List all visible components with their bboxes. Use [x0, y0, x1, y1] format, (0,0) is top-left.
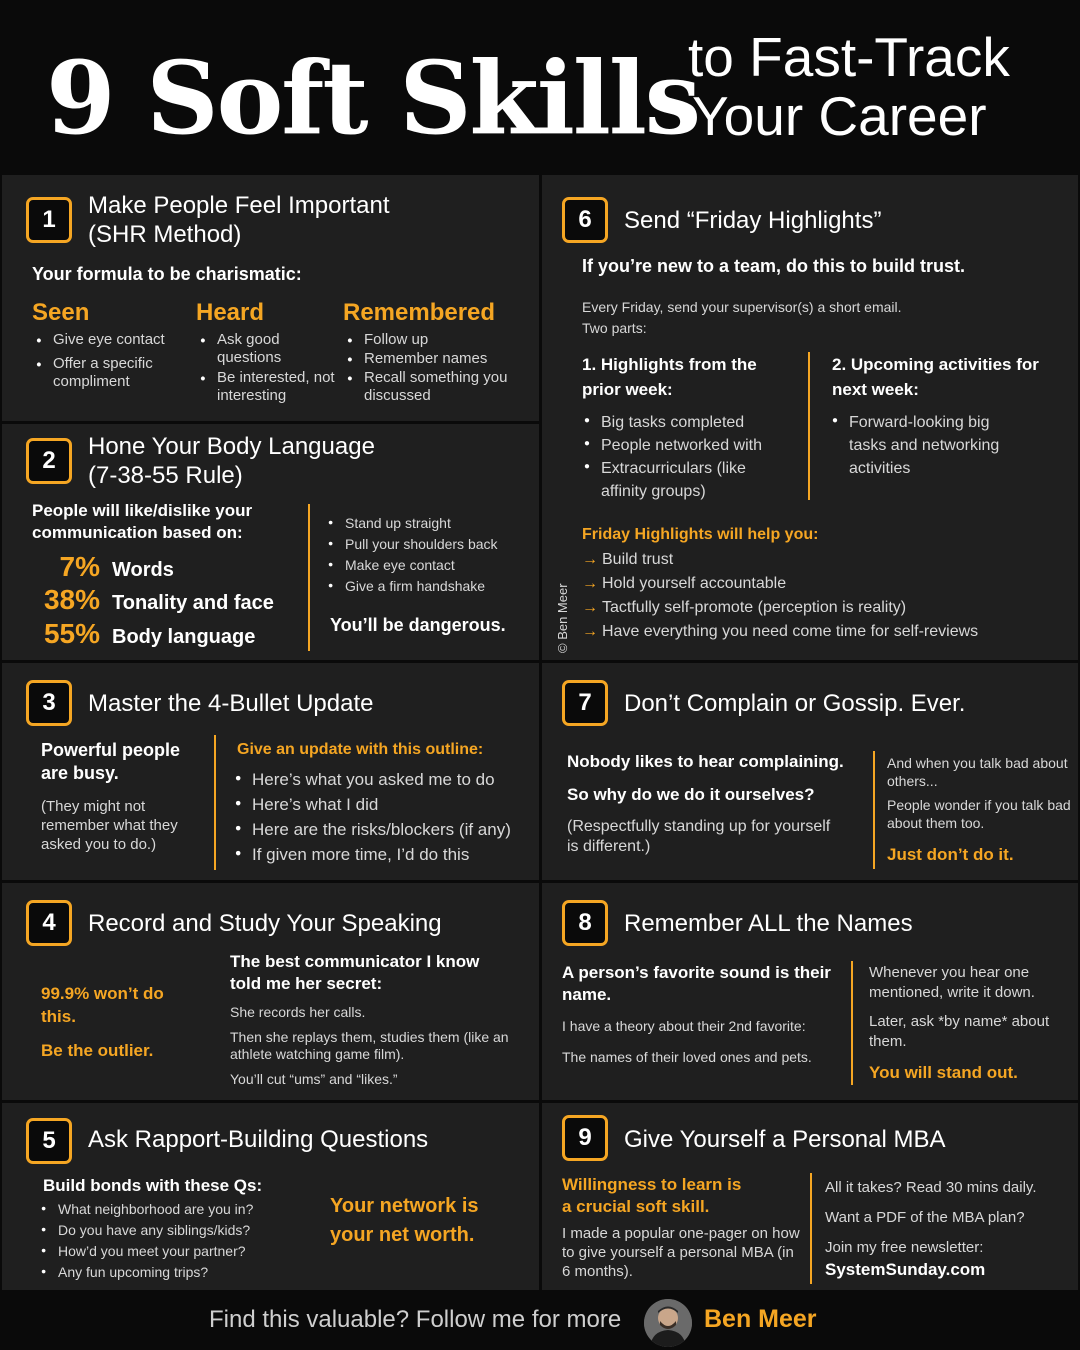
col2-list [832, 411, 1022, 480]
left-bold: Powerful people are busy. [41, 740, 181, 783]
list-item: ● Here’s what you asked me to do [235, 767, 511, 792]
divider [308, 504, 310, 651]
outline-list [235, 767, 511, 867]
number-badge: 3 [26, 680, 72, 726]
panel-7 [542, 663, 1078, 880]
list-item: ● What neighborhood are you in? [41, 1199, 253, 1220]
right-line1: She records her calls. [230, 1004, 366, 1020]
right-line2: Then she replays them, studies them (like an athlete watching game film). [230, 1029, 509, 1062]
footer-text: Find this valuable? Follow me for more [209, 1306, 622, 1333]
panel-title: Send “Friday Highlights” [624, 207, 882, 234]
avatar[interactable] [644, 1299, 692, 1347]
col2-head: 2. Upcoming activities for next week: [832, 355, 1039, 399]
help-head: Friday Highlights will help you: [582, 526, 819, 543]
number-badge: 5 [26, 1118, 72, 1164]
stat-pct: 55% [43, 618, 100, 649]
note: (Respectfully standing up for yourself is different.) [567, 818, 831, 855]
number-badge: 1 [26, 197, 72, 243]
list-item: → Hold yourself accountable [582, 572, 978, 596]
list-item: ● Stand up straight [328, 513, 498, 534]
left-line1: 99.9% won’t do this. [41, 984, 164, 1026]
stat-label: Words [112, 559, 174, 581]
bold-text: A person’s favorite sound is their name. [562, 963, 831, 1004]
divider [873, 751, 875, 869]
panel-2 [2, 424, 539, 660]
panel-title: Ask Rapport-Building Questions [88, 1126, 429, 1153]
left-line2: Be the outlier. [41, 1041, 154, 1060]
right-line3: You will stand out. [869, 1063, 1018, 1082]
right-line1: Whenever you hear one mentioned, write it down. [869, 964, 1035, 1001]
quote: Your network is your net worth. [330, 1195, 479, 1246]
list-item: ● Give a firm handshake [328, 576, 498, 597]
list-item: ● Here’s what I did [235, 792, 511, 817]
stats [28, 551, 308, 652]
list-item: ● Forward-looking big tasks and networking activities [832, 411, 1022, 480]
list-item: → Build trust [582, 548, 978, 572]
panel-title: Remember ALL the Names [624, 910, 913, 937]
remembered-col [343, 299, 533, 405]
stat-pct: 7% [59, 551, 100, 582]
right-line1: All it takes? Read 30 mins daily. [825, 1179, 1037, 1196]
list-item: ● Pull your shoulders back [328, 534, 498, 555]
panel-3 [2, 663, 539, 880]
left-note: (They might not remember what they asked you to do.) [41, 798, 178, 853]
desc: Every Friday, send your supervisor(s) a short email. Two parts: [582, 299, 902, 336]
right-line3: Join my free newsletter: [825, 1239, 984, 1256]
list-item: ● Remember names [347, 350, 533, 368]
list-item: ● Big tasks completed [584, 411, 794, 434]
list-item: ● Follow up [347, 331, 533, 349]
list-item: ● Offer a specific compliment [36, 355, 192, 391]
heard-head: Heard [196, 299, 265, 326]
title-line2: Your Career [692, 85, 987, 147]
right-line2: Later, ask *by name* about them. [869, 1013, 1050, 1050]
remembered-head: Remembered [343, 299, 496, 326]
divider [808, 352, 810, 500]
credit: © Ben Meer [555, 583, 570, 653]
bold-line1: Nobody likes to hear complaining. [567, 752, 844, 771]
list-item: → Have everything you need come time for self-reviews [582, 620, 978, 644]
divider [214, 735, 216, 870]
panel-5 [2, 1103, 539, 1290]
number-badge: 8 [562, 900, 608, 946]
stat-label: Tonality and face [112, 592, 274, 614]
left-line2: The names of their loved ones and pets. [562, 1049, 812, 1065]
stat-label: Body language [112, 626, 256, 648]
list-item: ● Any fun upcoming trips? [41, 1262, 253, 1283]
panel-9 [542, 1103, 1078, 1290]
col1-list [584, 411, 794, 503]
list-item: ● Ask good questions [200, 331, 336, 367]
number-badge: 4 [26, 900, 72, 946]
right-line2: People wonder if you talk bad about them too. [887, 797, 1071, 831]
title-big: 9 Soft Skills [46, 39, 700, 157]
newsletter-link[interactable]: SystemSunday.com [825, 1260, 986, 1279]
outline-head: Give an update with this outline: [237, 741, 484, 758]
tips-list [328, 513, 498, 597]
panel-6 [542, 175, 1078, 660]
list-item: → Tactfully self-promote (perception is reality) [582, 596, 978, 620]
stat-row [28, 618, 308, 652]
left-line1: I have a theory about their 2nd favorite: [562, 1018, 806, 1034]
list-item: ● Extracurriculars (like affinity groups) [584, 457, 794, 503]
panel-title: Give Yourself a Personal MBA [624, 1126, 946, 1153]
panel-4 [2, 883, 539, 1100]
heard-col [196, 299, 336, 405]
col1-head: 1. Highlights from the prior week: [582, 355, 757, 399]
right-line2: Want a PDF of the MBA plan? [825, 1209, 1025, 1226]
seen-head: Seen [32, 299, 90, 326]
panel-title: Master the 4-Bullet Update [88, 690, 374, 717]
list-item: ● Here are the risks/blockers (if any) [235, 817, 511, 842]
bold-line2: So why do we do it ourselves? [567, 785, 815, 804]
footer [0, 1293, 1080, 1350]
right-line3: Just don’t do it. [887, 845, 1014, 864]
author-name[interactable]: Ben Meer [704, 1305, 817, 1333]
panel-8 [542, 883, 1078, 1100]
right-line3: You’ll cut “ums” and “likes.” [230, 1071, 398, 1087]
panel-title: Record and Study Your Speaking [88, 910, 442, 937]
panel-1 [2, 175, 539, 421]
qs-list [41, 1199, 253, 1283]
number-badge: 9 [562, 1115, 608, 1161]
panel-title: Hone Your Body Language (7-38-55 Rule) [88, 433, 375, 489]
list-item: ● Give eye contact [36, 331, 192, 349]
number-badge: 2 [26, 438, 72, 484]
list-item: ● Make eye contact [328, 555, 498, 576]
panel-title: Make People Feel Important (SHR Method) [88, 192, 390, 248]
stat-row [28, 584, 308, 618]
seen-col [32, 299, 192, 391]
list-item: ● Recall something you discussed [347, 369, 533, 405]
subtitle: If you’re new to a team, do this to build trust. [582, 256, 966, 276]
qs-head: Build bonds with these Qs: [43, 1176, 263, 1195]
stat-row [28, 551, 308, 584]
number-badge: 7 [562, 680, 608, 726]
intro-text: People will like/dislike your communication based on: [32, 501, 253, 542]
left-text: I made a popular one-pager on how to give yourself a personal MBA (in 6 months). [562, 1225, 800, 1280]
help-list [582, 548, 978, 644]
avatar-portrait [644, 1299, 692, 1347]
stat-pct: 38% [43, 584, 100, 615]
right-line1: And when you talk bad about others... [887, 755, 1068, 789]
right-bold: The best communicator I know told me her secret: [230, 952, 480, 993]
list-item: ● Be interested, not interesting [200, 369, 336, 405]
list-item: ● Do you have any siblings/kids? [41, 1220, 253, 1241]
panel-title: Don’t Complain or Gossip. Ever. [624, 690, 966, 717]
list-item: ● How’d you meet your partner? [41, 1241, 253, 1262]
divider [810, 1173, 812, 1284]
formula-label: Your formula to be charismatic: [32, 264, 302, 284]
number-badge: 6 [562, 197, 608, 243]
list-item: ● If given more time, I’d do this [235, 842, 511, 867]
closer-text: You’ll be dangerous. [330, 615, 506, 635]
divider [851, 961, 853, 1085]
list-item: ● People networked with [584, 434, 794, 457]
orange-text: Willingness to learn is a crucial soft skill. [562, 1175, 742, 1216]
title-line1: to Fast-Track [688, 26, 1010, 88]
